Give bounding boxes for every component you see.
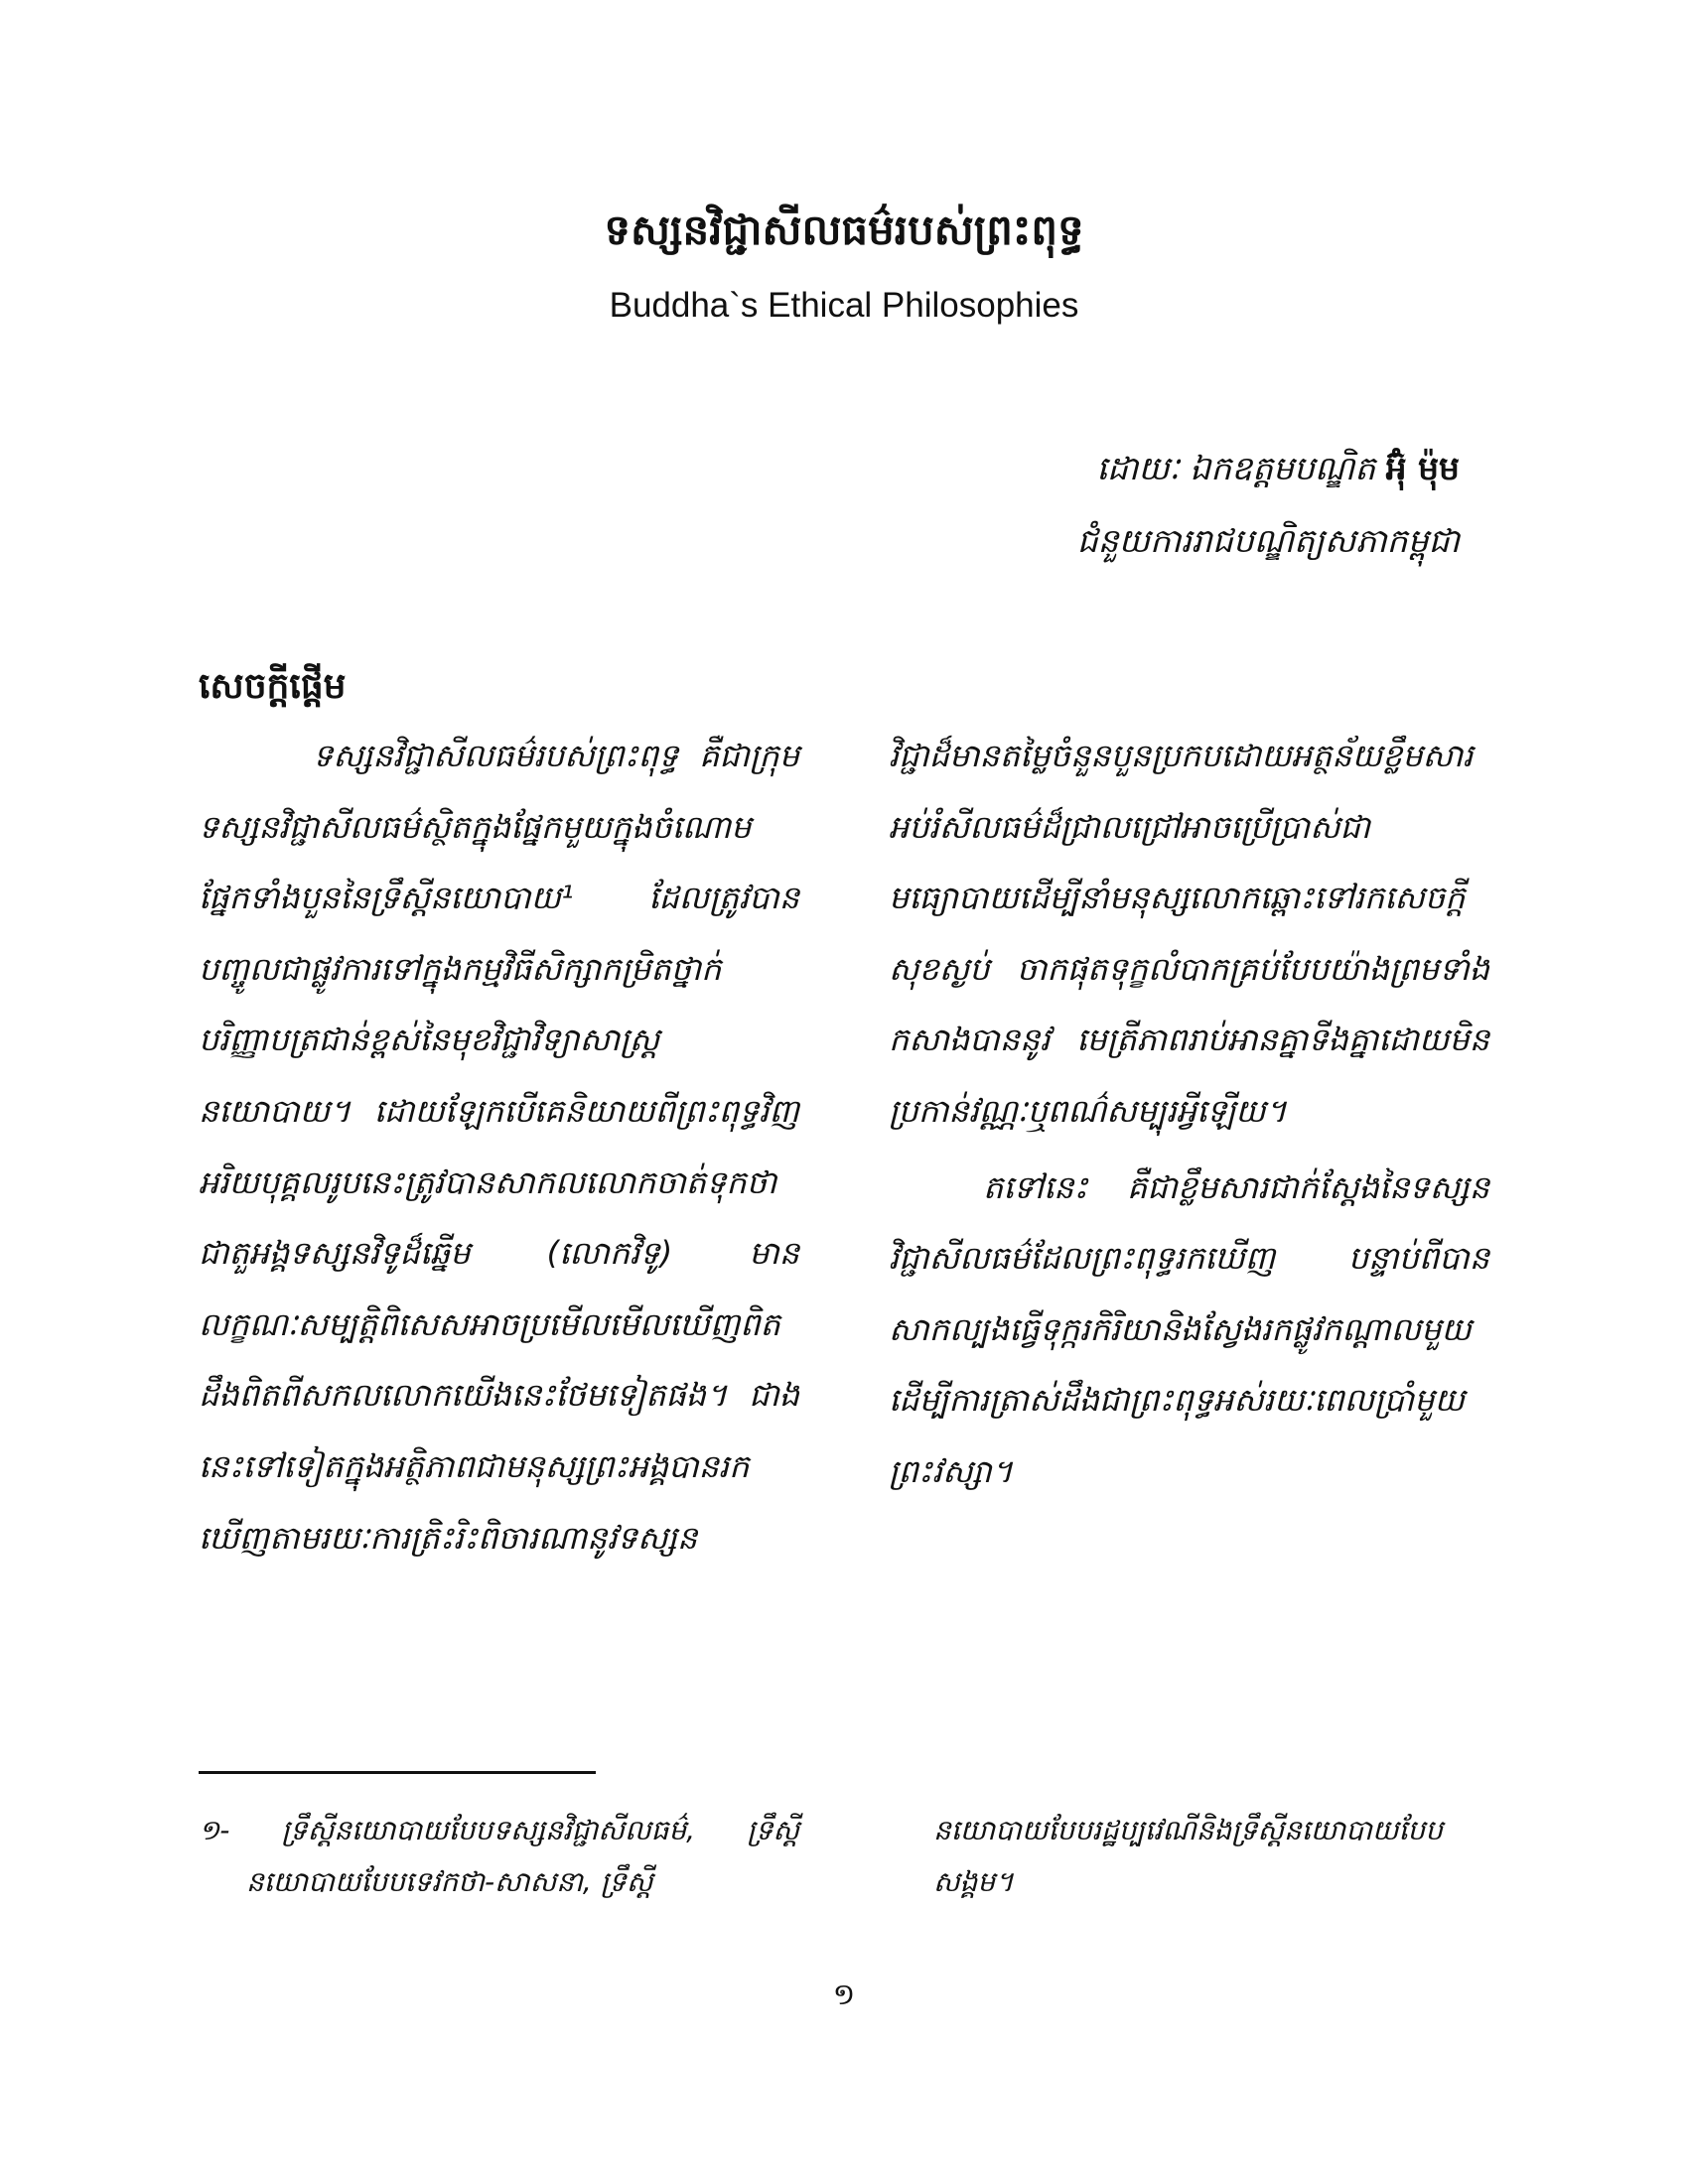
document-subtitle: Buddha`s Ethical Philosophies	[609, 286, 1079, 325]
footnote-divider	[199, 1771, 596, 1774]
page-number: ១	[832, 1978, 856, 2012]
footnote-right: នយោបាយបែបរដ្ឋប្បវេណីនិងទ្រឹស្តីនយោបាយបែបសង្គម។	[933, 1814, 1443, 1898]
footnote-left: ១- ទ្រឹស្តីនយោបាយបែបទស្សនវិជ្ជាសីលធម៌, ទ្រឹស្តីនយោបាយបែបទេវកថា-សាសនា, ទ្រឹស្តី	[199, 1814, 799, 1898]
body-paragraph-1: ទស្សនវិជ្ជាសីលធម៌របស់ព្រះពុទ្ធ គឺជាក្រុមទស្សនវិជ្ជាសីលធម៌ស្ថិតក្នុងផ្នែកមួយក្នុងចំណោមផ្នែកទាំងបួននៃទ្រឹស្តីនយោបាយ¹ ដែលត្រូវបានបញ្ចូលជាផ្លូវការទៅក្នុងកម្មវិធីសិក្សាកម្រិតថ្នាក់បរិញ្ញាបត្រជាន់ខ្ពស់នៃមុខវិជ្ជាវិទ្យាសាស្ត្រនយោបាយ។ ដោយឡែកបើគេនិយាយពីព្រះពុទ្ធវិញ អរិយបុគ្គលរូបនេះត្រូវបានសាកលលោកចាត់ទុកថាជាតួអង្គទស្សនវិទូដ៏ឆ្នើម (លោកវិទូ) មានលក្ខណៈសម្បត្តិពិសេសអាចប្រមើលមើលឃើញពិតដឹងពិតពីសកលលោកយើងនេះថែមទៀតផង។ ជាងនេះទៅទៀតក្នុងអត្ថិភាពជាមនុស្សព្រះអង្គបានរកឃើញតាមរយៈការត្រិះរិះពិចារណានូវទស្សន	[199, 737, 799, 1557]
body-column-left	[199, 721, 799, 1573]
document-title: ទស្សនវិជ្ជាសីលធម៌របស់ព្រះពុទ្ធ	[604, 205, 1084, 254]
author-affiliation: ជំនួយការរាជបណ្ឌិត្យសភាកម្ពុជា	[1076, 521, 1460, 560]
author-prefix: ដោយៈ ឯកឧត្តមបណ្ឌិត	[1096, 449, 1386, 487]
author-line	[1096, 449, 1460, 496]
body-paragraph-2: តទៅនេះ គឺជាខ្លឹមសារជាក់ស្តែងនៃទស្សនវិជ្ជាសីលធម៌ដែលព្រះពុទ្ធរកឃើញ បន្ទាប់ពីបានសាកល្បងធ្វើទុក្ករកិរិយានិងស្វែងរកផ្លូវកណ្តាលមួយ ដើម្បីការត្រាស់ដឹងជាព្រះពុទ្ធអស់រយៈពេលប្រាំមួយព្រះវស្សា។	[889, 1167, 1489, 1490]
author-name: អ៊ុំ ម៉ុម	[1385, 449, 1460, 487]
section-heading: សេចក្តីផ្តើម	[199, 666, 347, 707]
body-column-right	[889, 721, 1489, 1508]
body-paragraph-1-continued: វិជ្ជាដ៏មានតម្លៃចំនួនបួនប្រកបដោយអត្ថន័យខ្លឹមសារអប់រំសីលធម៌ដ៏ជ្រាលជ្រៅអាចប្រើប្រាស់ជាមធ្យោបាយដើម្បីនាំមនុស្សលោកឆ្ពោះទៅរកសេចក្តីសុខស្ងប់ ចាកផុតទុក្ខលំបាកគ្រប់បែបយ៉ាងព្រមទាំងកសាងបាននូវ មេត្រីភាពរាប់អានគ្នាទីងគ្នាដោយមិនប្រកាន់វណ្ណៈឬពណ៌សម្បុរអ្វីឡើយ។	[889, 737, 1489, 1130]
